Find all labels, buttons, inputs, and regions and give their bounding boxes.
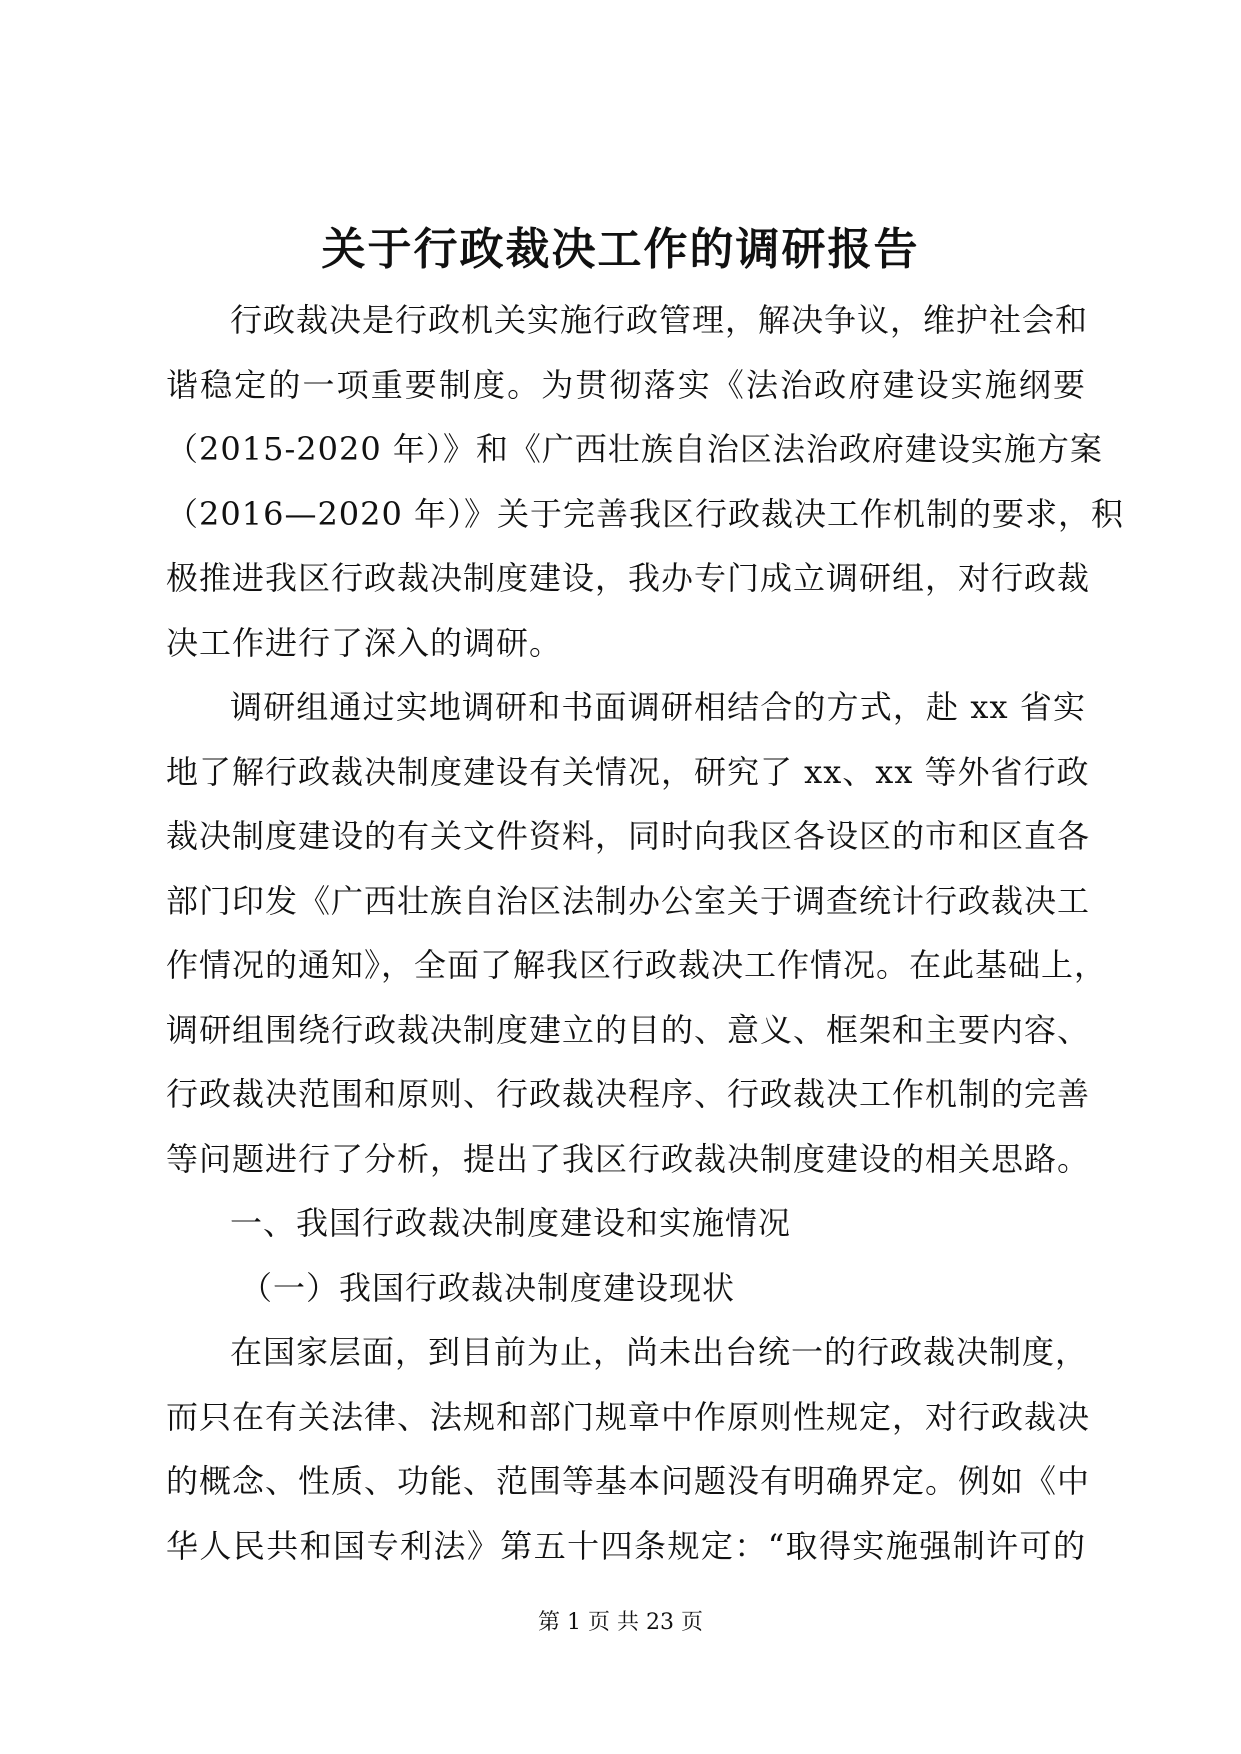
paragraph-line: 部门印发《广西壮族自治区法制办公室关于调查统计行政裁决工 <box>166 881 1091 920</box>
paragraph-line: （2016—2020 年）》关于完善我区行政裁决工作机制的要求，积 <box>166 494 1125 533</box>
paragraph-line: 调研组通过实地调研和书面调研相结合的方式，赴 xx 省实 <box>230 688 1086 726</box>
paragraph-line: 谐稳定的一项重要制度。为贯彻落实《法治政府建设实施纲要 <box>166 365 1086 404</box>
paragraph-line: 裁决制度建设的有关文件资料，同时向我区各设区的市和区直各 <box>166 817 1091 855</box>
page-number-footer: 第 1 页 共 23 页 <box>538 1610 703 1635</box>
paragraph-line: 等问题进行了分析，提出了我区行政裁决制度建设的相关思路。 <box>166 1139 1091 1178</box>
section-heading: 一、我国行政裁决制度建设和实施情况 <box>230 1204 792 1242</box>
paragraph-line: 调研组围绕行政裁决制度建立的目的、意义、框架和主要内容、 <box>166 1010 1091 1049</box>
paragraph-line: 在国家层面，到目前为止，尚未出台统一的行政裁决制度， <box>230 1333 1089 1371</box>
paragraph-line: 行政裁决是行政机关实施行政管理，解决争议，维护社会和 <box>230 301 1089 339</box>
paragraph-line: 作情况的通知》，全面了解我区行政裁决工作情况。在此基础上， <box>166 946 1108 984</box>
paragraph-line: 华人民共和国专利法》第五十四条规定：“取得实施强制许可的 <box>166 1526 1086 1565</box>
paragraph-line: 而只在有关法律、法规和部门规章中作原则性规定，对行政裁决 <box>166 1397 1091 1436</box>
subsection-heading: （一）我国行政裁决制度建设现状 <box>240 1268 736 1307</box>
paragraph-line: 极推进我区行政裁决制度建设，我办专门成立调研组，对行政裁 <box>166 559 1091 597</box>
paragraph-line: 决工作进行了深入的调研。 <box>166 623 563 662</box>
document-body <box>166 288 1125 1578</box>
paragraph-line: 地了解行政裁决制度建设有关情况，研究了 xx、xx 等外省行政 <box>166 752 1090 791</box>
document-title: 关于行政裁决工作的调研报告 <box>321 224 920 275</box>
paragraph-line: 的概念、性质、功能、范围等基本问题没有明确界定。例如《中 <box>166 1462 1091 1500</box>
paragraph-line: 行政裁决范围和原则、行政裁决程序、行政裁决工作机制的完善 <box>166 1075 1091 1113</box>
paragraph-line: （2015-2020 年）》和《广西壮族自治区法治政府建设实施方案 <box>166 430 1103 468</box>
